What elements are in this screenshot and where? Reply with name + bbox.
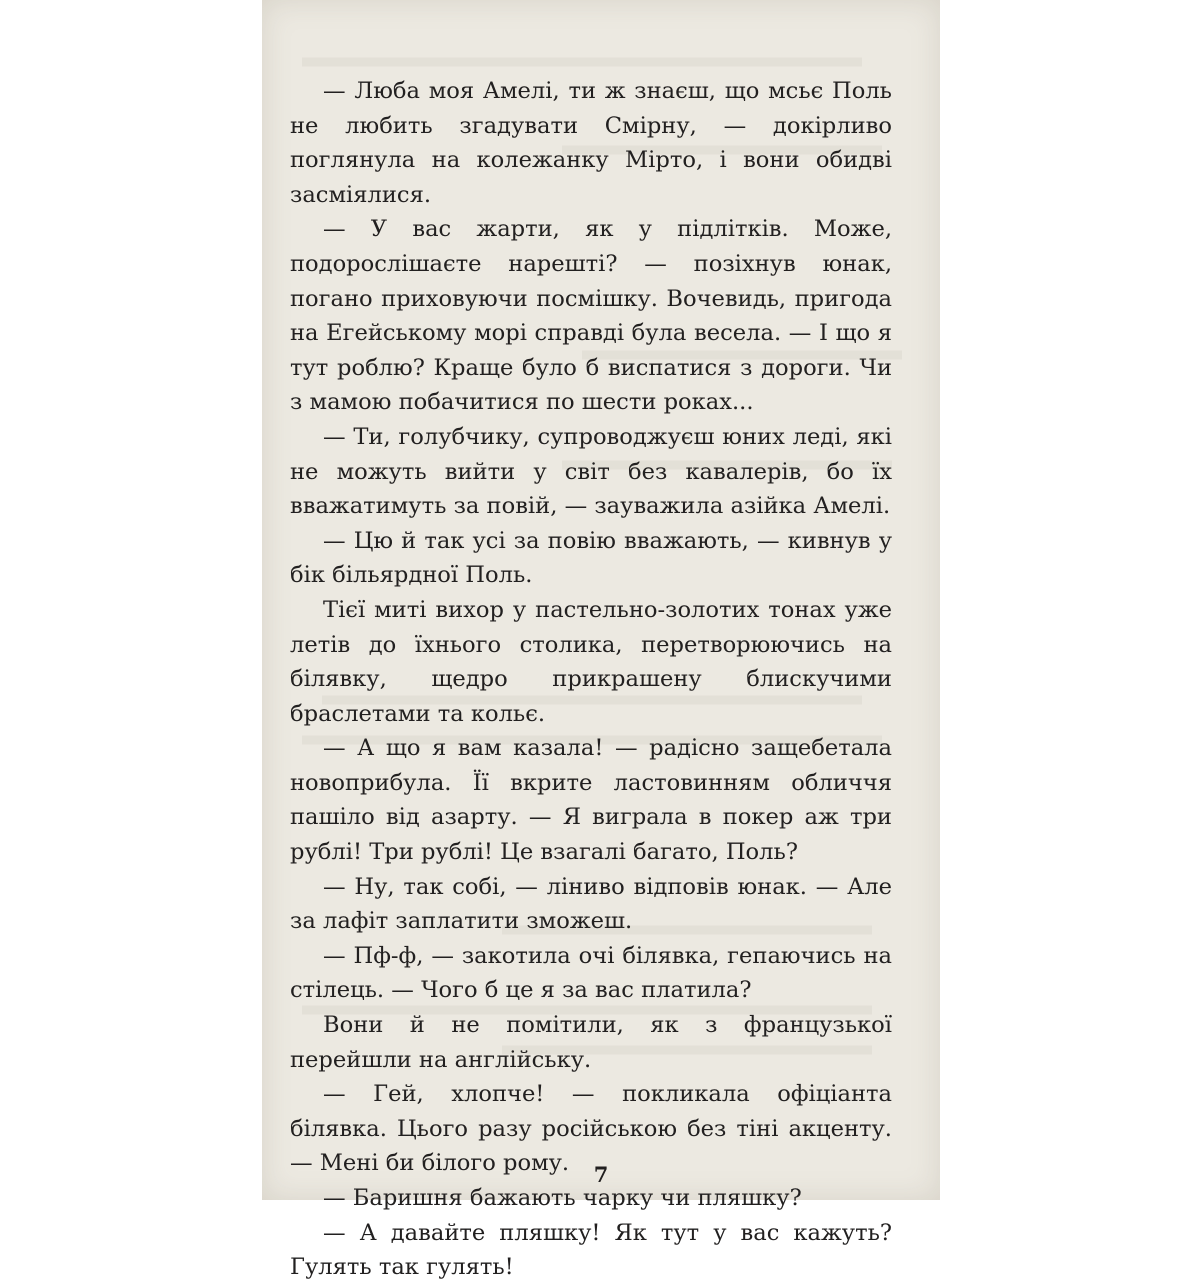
book-page	[262, 0, 940, 1281]
paragraph: Вони й не помітили, як з французької перейшли на англійську.	[290, 1012, 892, 1073]
paragraph: Тієї миті вихор у пастельно-золотих тонах уже летів до їхнього столика, перетворюючись на білявку, щедро прикрашену блискучими браслетами та кольє.	[290, 596, 892, 727]
paragraph: — Ну, так собі, — ліниво відповів юнак. — Але за лафіт заплатити зможеш.	[290, 873, 892, 935]
paragraph: — Гей, хлопче! — покликала офіціанта білявка. Цього разу російською без тіні акценту. — Мені би білого рому.	[290, 1081, 892, 1177]
paragraph: — Пф-ф, — закотила очі білявка, гепаючись на стілець. — Чого б це я за вас платила?	[290, 942, 892, 1004]
paragraph: — У вас жарти, як у підлітків. Може, подорослішаєте нарешті? — позіхнув юнак, погано приховуючи посмішку. Вочевидь, пригода на Егейському морі справді була весела. — І що я тут роблю? Краще було б виспатися з дороги. Чи з мамою побачитися по шести роках...	[290, 216, 892, 416]
paragraph: — Цю й так усі за повію вважають, — кивнув у бік більярдної Поль.	[290, 527, 892, 589]
body-text	[290, 74, 892, 1285]
paragraph: — Баришня бажають чарку чи пляшку?	[323, 1185, 802, 1211]
paragraph: — А давайте пляшку! Як тут у вас кажуть? Гулять так гулять!	[290, 1219, 892, 1281]
paragraph: — Ти, голубчику, супроводжуєш юних леді, які не можуть вийти у світ без кавалерів, бо їх вважатимуть за повій, — зауважила азійка Амелі.	[290, 423, 892, 520]
page-number: 7	[593, 1162, 609, 1187]
paragraph: — А що я вам казала! — радісно защебетала новоприбула. Її вкрите ластовинням обличчя пашіло від азарту. — Я виграла в покер аж три рублі! Три рублі! Це взагалі багато, Поль?	[290, 735, 892, 866]
paragraph: — Люба моя Амелі, ти ж знаєш, що мсьє Поль не любить згадувати Смірну, — докірливо поглянула на колежанку Мірто, і вони обидві засміялися.	[290, 78, 892, 208]
